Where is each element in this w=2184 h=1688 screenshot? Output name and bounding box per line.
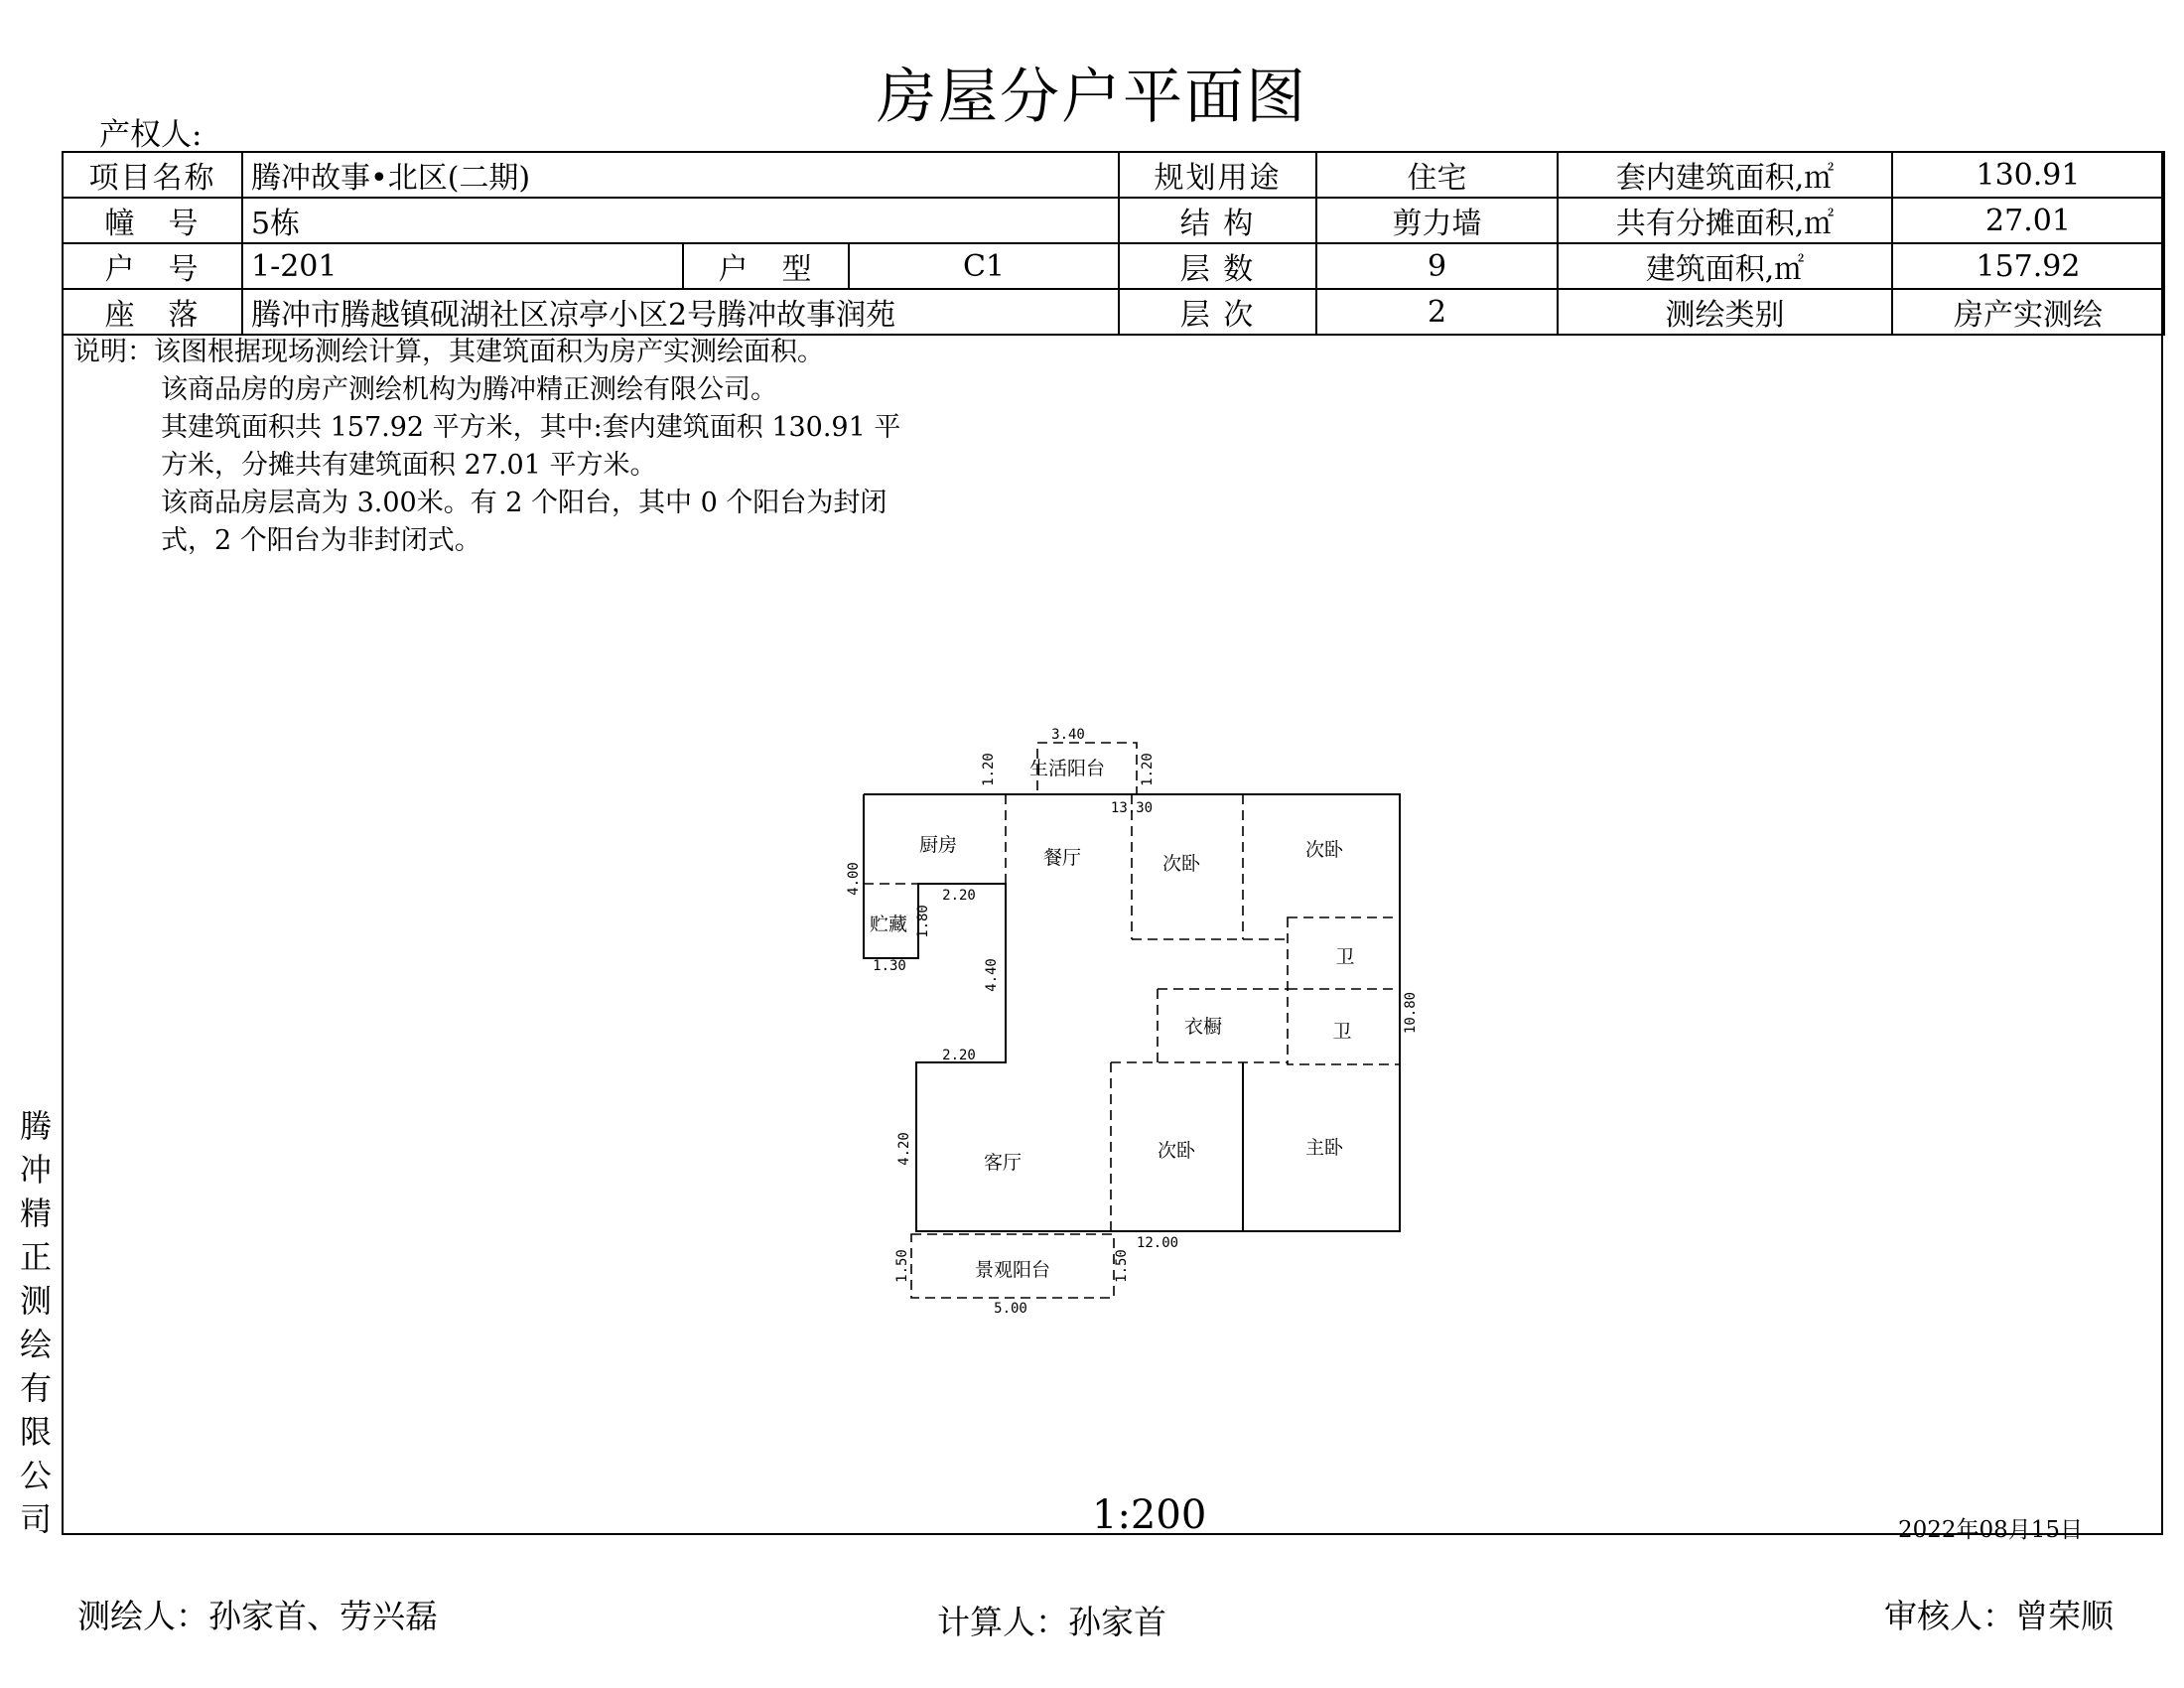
location-label: 座 落 bbox=[63, 289, 242, 335]
room-label: 客厅 bbox=[983, 1152, 1023, 1174]
date-label: 2022年08月15日 bbox=[1898, 1517, 2084, 1543]
dimension-label: 13.30 bbox=[1110, 800, 1154, 816]
dimension-label: 1.50 bbox=[894, 1249, 910, 1283]
owner-label: 产权人: bbox=[99, 117, 203, 153]
calculator-signature: 计算人：孙家首 bbox=[937, 1603, 1166, 1641]
room-label: 景观阳台 bbox=[974, 1259, 1051, 1281]
room-label: 次卧 bbox=[1157, 1140, 1196, 1162]
shared-area-value: 27.01 bbox=[1892, 198, 2164, 243]
dimension-label: 1.20 bbox=[1140, 753, 1156, 786]
note-line: 说明：该图根据现场测绘计算，其建筑面积为房产实测绘面积。 bbox=[73, 337, 824, 367]
room-label: 主卧 bbox=[1304, 1137, 1344, 1159]
dimension-label: 5.00 bbox=[994, 1301, 1027, 1317]
unit-no-value: 1-201 bbox=[242, 243, 683, 289]
room-label: 次卧 bbox=[1304, 839, 1344, 861]
company-vertical-text: 腾冲精正测绘有限公司 bbox=[19, 1107, 52, 1538]
building-no-value: 5栋 bbox=[242, 198, 1119, 243]
page-title: 房屋分户平面图 bbox=[877, 63, 1307, 132]
room-label: 衣橱 bbox=[1183, 1016, 1223, 1038]
inner-area-label: 套内建筑面积,㎡ bbox=[1558, 152, 1892, 198]
building-area-value: 157.92 bbox=[1892, 243, 2164, 289]
building-no-label: 幢 号 bbox=[63, 198, 242, 243]
room-label: 贮藏 bbox=[869, 914, 908, 935]
dimension-label: 1.30 bbox=[873, 958, 906, 974]
structure-value: 剪力墙 bbox=[1316, 198, 1558, 243]
dimension-label: 10.80 bbox=[1403, 991, 1419, 1035]
inner-area-value: 130.91 bbox=[1892, 152, 2164, 198]
dimension-label: 1.20 bbox=[981, 753, 997, 786]
dimension-label: 3.40 bbox=[1051, 727, 1085, 743]
reviewer-signature: 审核人：曾荣顺 bbox=[1884, 1597, 2114, 1635]
dimension-label: 2.20 bbox=[942, 1048, 976, 1063]
floor-level-label: 层 次 bbox=[1119, 289, 1316, 335]
dimension-label: 4.00 bbox=[846, 862, 862, 896]
planned-use-value: 住宅 bbox=[1316, 152, 1558, 198]
room-label: 生活阳台 bbox=[1028, 758, 1106, 779]
surveyor-signature: 测绘人：孙家首、劳兴磊 bbox=[77, 1597, 438, 1635]
note-line: 方米，分摊共有建筑面积 27.01 平方米。 bbox=[161, 450, 657, 481]
dimension-label: 12.00 bbox=[1136, 1235, 1179, 1251]
room-label: 餐厅 bbox=[1042, 847, 1082, 869]
dimension-label: 4.20 bbox=[896, 1132, 912, 1166]
project-name-value: 腾冲故事•北区(二期) bbox=[242, 152, 1119, 198]
room-label: 厨房 bbox=[918, 834, 958, 856]
unit-type-value: C1 bbox=[849, 243, 1119, 289]
floors-value: 9 bbox=[1316, 243, 1558, 289]
dimension-label: 2.20 bbox=[942, 888, 976, 904]
dimension-label: 1.50 bbox=[1114, 1249, 1130, 1283]
unit-type-label: 户 型 bbox=[683, 243, 849, 289]
note-line: 式，2 个阳台为非封闭式。 bbox=[161, 525, 481, 556]
survey-type-label: 测绘类别 bbox=[1558, 289, 1892, 335]
project-name-label: 项目名称 bbox=[63, 152, 242, 198]
location-value: 腾冲市腾越镇砚湖社区凉亭小区2号腾冲故事润苑 bbox=[242, 289, 1119, 335]
note-line: 该商品房层高为 3.00米。有 2 个阳台，其中 0 个阳台为封闭 bbox=[161, 488, 887, 518]
room-label: 次卧 bbox=[1161, 853, 1201, 875]
dimension-label: 1.80 bbox=[915, 905, 931, 938]
shared-area-label: 共有分摊面积,㎡ bbox=[1558, 198, 1892, 243]
room-label: 卫 bbox=[1332, 1021, 1352, 1043]
survey-type-value: 房产实测绘 bbox=[1892, 289, 2164, 335]
building-area-label: 建筑面积,㎡ bbox=[1558, 243, 1892, 289]
room-label: 卫 bbox=[1335, 946, 1355, 968]
planned-use-label: 规划用途 bbox=[1119, 152, 1316, 198]
note-line: 该商品房的房产测绘机构为腾冲精正测绘有限公司。 bbox=[161, 374, 777, 405]
note-line: 其建筑面积共 157.92 平方米，其中:套内建筑面积 130.91 平 bbox=[161, 412, 901, 443]
floors-label: 层 数 bbox=[1119, 243, 1316, 289]
floor-level-value: 2 bbox=[1316, 289, 1558, 335]
structure-label: 结 构 bbox=[1119, 198, 1316, 243]
scale-label: 1:200 bbox=[1092, 1492, 1207, 1538]
unit-no-label: 户 号 bbox=[63, 243, 242, 289]
dimension-label: 4.40 bbox=[984, 958, 1000, 992]
